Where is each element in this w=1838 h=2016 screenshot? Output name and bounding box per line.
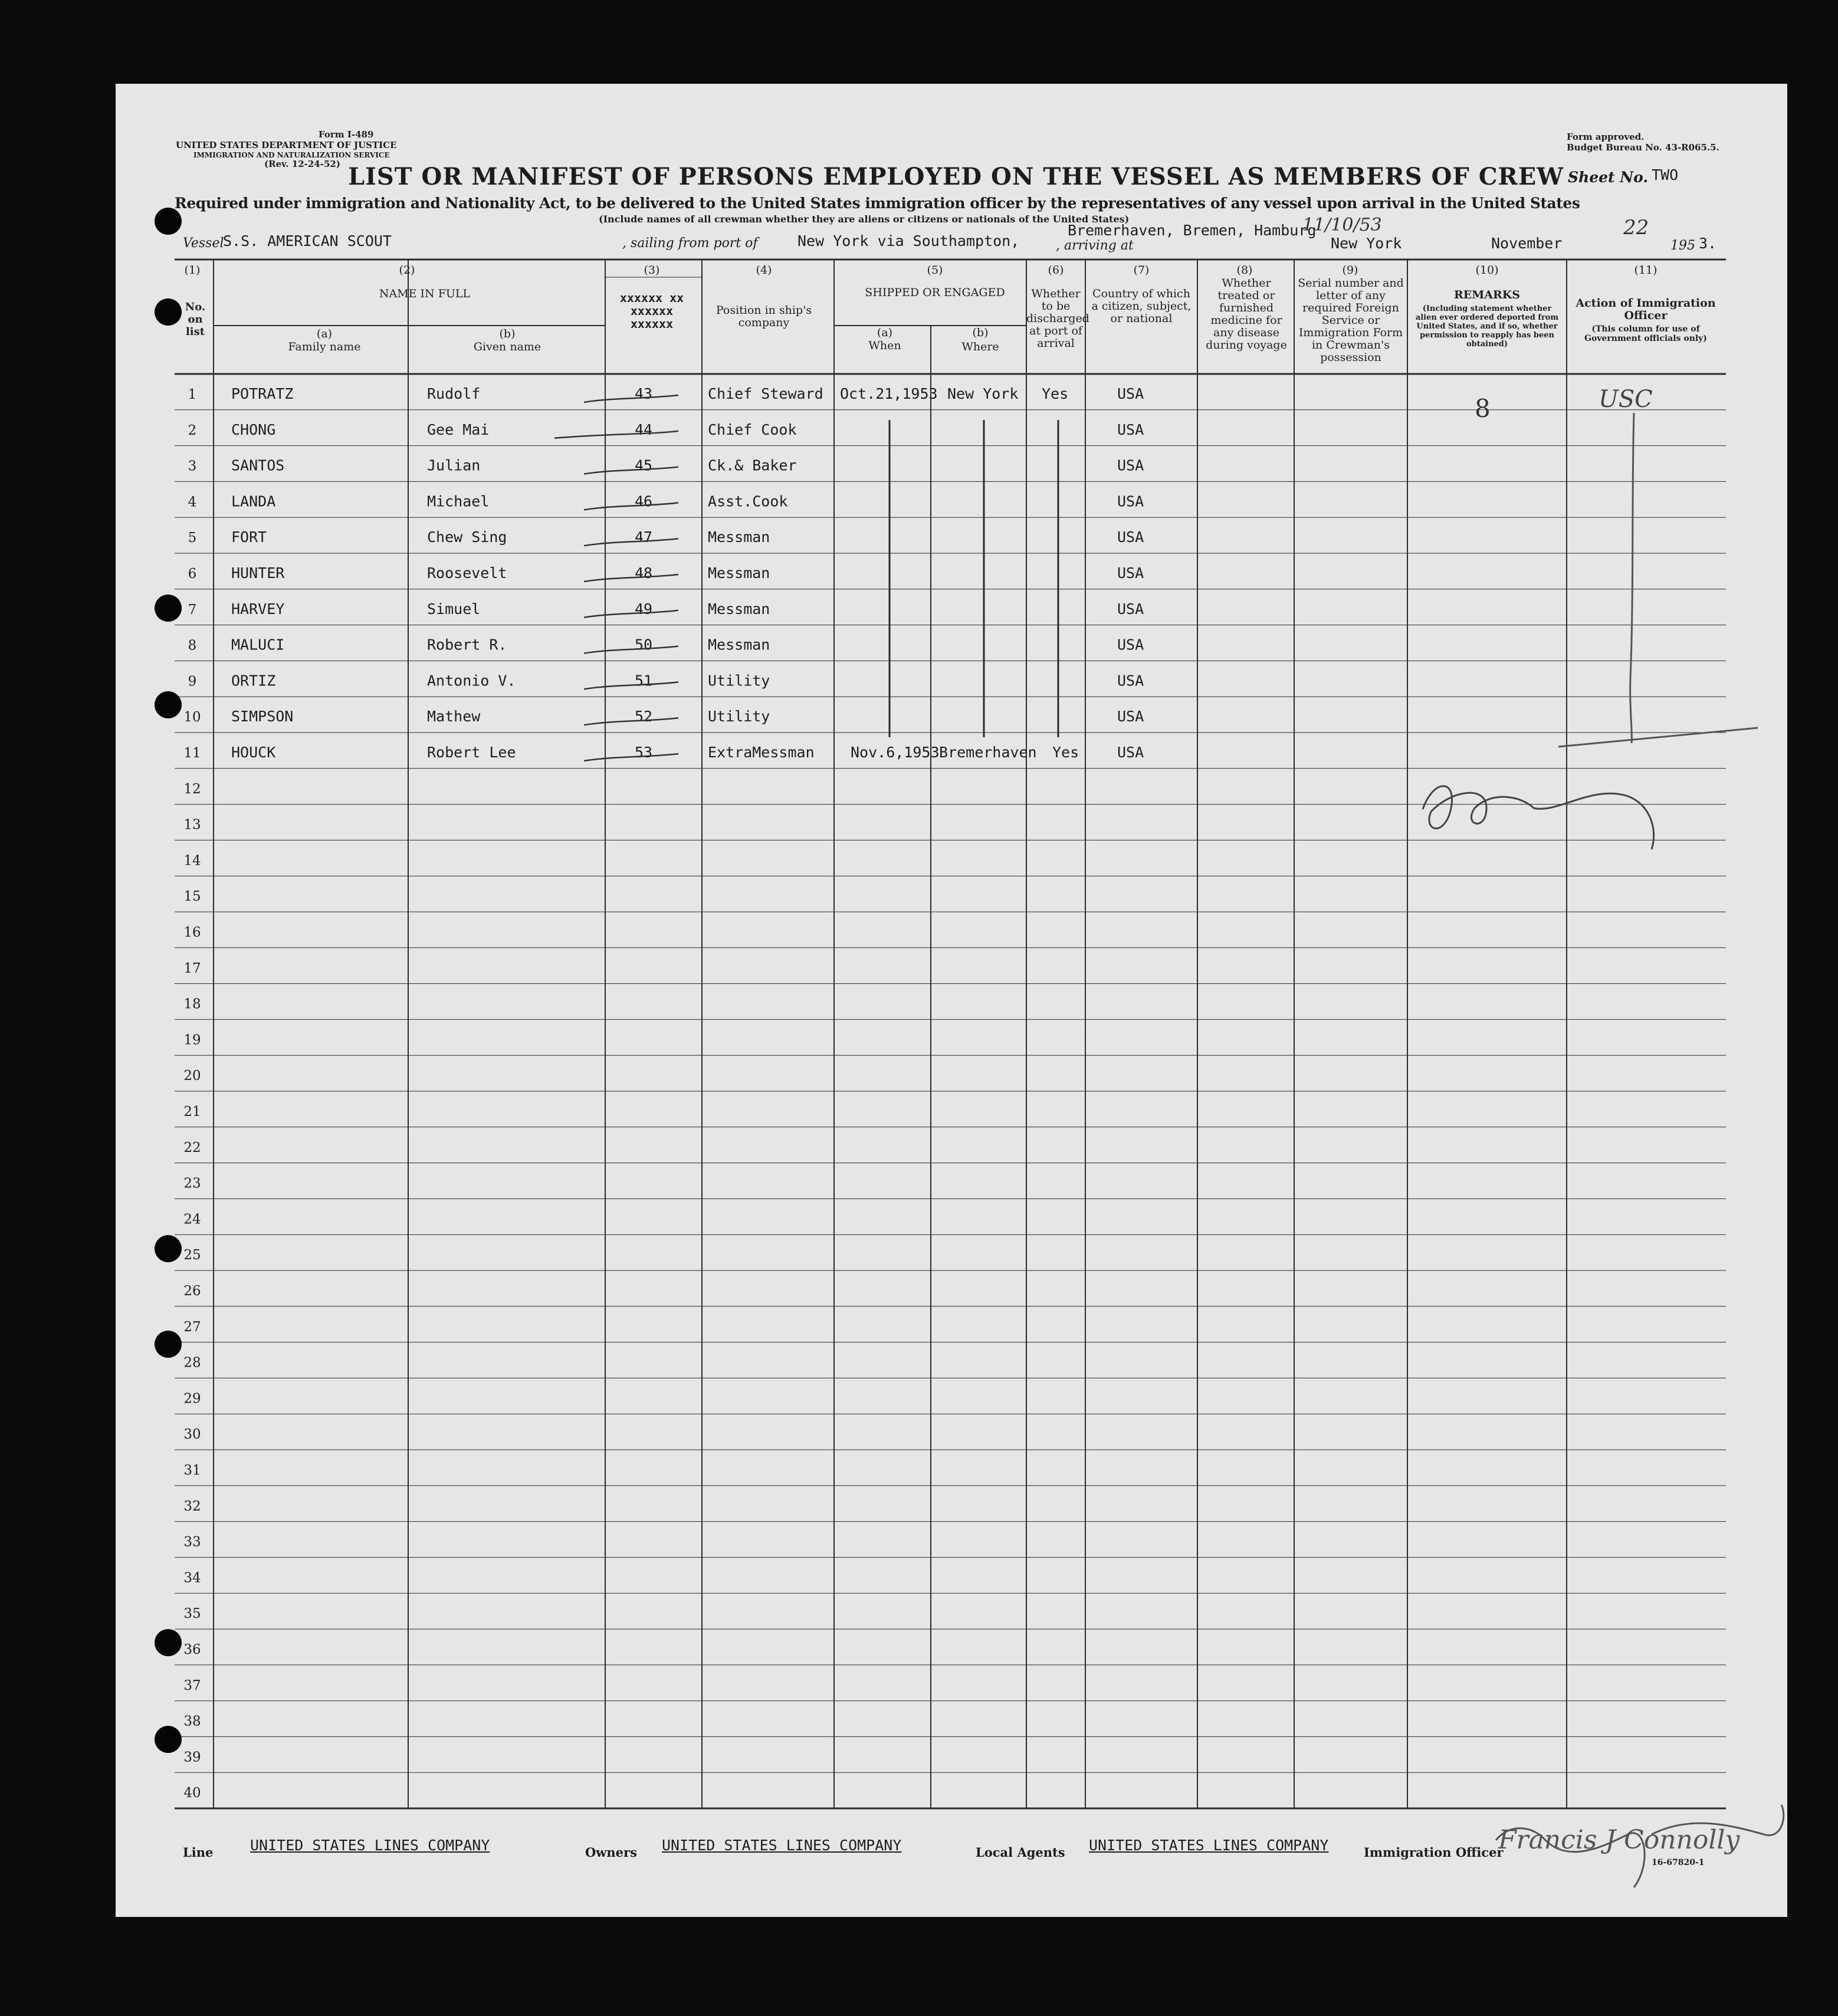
row-number: 12 bbox=[183, 781, 201, 797]
vessel-name: S.S. AMERICAN SCOUT bbox=[223, 232, 392, 249]
crew-country: USA bbox=[1117, 600, 1144, 618]
crew-family-name: LANDA bbox=[231, 492, 276, 510]
row-number: 3 bbox=[188, 458, 197, 474]
col9-header: Serial number and letter of any required Foreign Service or Immigration Form in Crewman's possession bbox=[1298, 277, 1404, 364]
row-number: 32 bbox=[183, 1498, 201, 1514]
punch-hole bbox=[155, 691, 182, 718]
officer-initials-signature bbox=[1423, 786, 1654, 849]
crew-family-name: HARVEY bbox=[231, 600, 285, 618]
crew-position: Chief Steward bbox=[708, 385, 823, 402]
col9-number: (9) bbox=[1342, 264, 1358, 277]
row-number: 23 bbox=[183, 1176, 201, 1191]
crew-discharged: Yes bbox=[1042, 385, 1069, 402]
col11-header: Action of Immigration Officer bbox=[1576, 297, 1716, 322]
crew-given-name: Rudolf bbox=[427, 385, 481, 402]
crew-col3-number: 51 bbox=[635, 672, 653, 689]
col3-number: (3) bbox=[644, 264, 660, 277]
crew-country: USA bbox=[1117, 708, 1144, 725]
crew-country: USA bbox=[1117, 492, 1144, 510]
punch-hole bbox=[155, 1235, 182, 1262]
owners-company: UNITED STATES LINES COMPANY bbox=[662, 1837, 902, 1854]
row-number: 19 bbox=[183, 1032, 201, 1048]
line-label: Line bbox=[183, 1845, 214, 1860]
sheet-value: TWO bbox=[1652, 166, 1679, 183]
crew-family-name: SANTOS bbox=[231, 457, 285, 474]
punch-hole bbox=[155, 1726, 182, 1753]
crew-family-name: ORTIZ bbox=[231, 672, 276, 689]
crew-country: USA bbox=[1117, 744, 1144, 761]
form-approved: Form approved. bbox=[1567, 132, 1645, 142]
col10-note: (Including statement whether alien ever ordered deported from United States, and if so, whether permission to reapply has been obtained) bbox=[1415, 304, 1559, 349]
form-number: Form I-489 bbox=[319, 129, 374, 140]
crew-engaged-where: Bremerhaven bbox=[939, 744, 1037, 761]
col11-number: (11) bbox=[1634, 264, 1658, 277]
col4-number: (4) bbox=[756, 264, 772, 277]
crew-country: USA bbox=[1117, 385, 1144, 402]
row-number: 16 bbox=[183, 925, 201, 940]
col2a-number: (a) bbox=[316, 327, 333, 340]
crew-given-name: Gee Mai bbox=[427, 421, 490, 438]
row-number: 11 bbox=[183, 746, 201, 761]
year-suffix: 3. bbox=[1699, 235, 1717, 252]
row-number: 7 bbox=[188, 602, 197, 618]
col4-header: Position in ship's company bbox=[715, 304, 812, 329]
arrival-day: 22 bbox=[1623, 216, 1649, 239]
crew-col3-number: 52 bbox=[635, 708, 653, 725]
vessel-label: Vessel bbox=[183, 236, 224, 251]
row-number: 15 bbox=[183, 889, 201, 905]
row-number: 17 bbox=[183, 960, 201, 976]
crew-col3-number: 45 bbox=[635, 457, 653, 474]
officer-signature: Francis J Connolly bbox=[1498, 1825, 1740, 1855]
subtitle: Required under immigration and Nationality Act, to be delivered to the United States immigration officer by the representatives of any vessel upon arrival in the United States bbox=[175, 195, 1580, 212]
crew-given-name: Chew Sing bbox=[427, 528, 507, 546]
crew-family-name: POTRATZ bbox=[231, 385, 294, 402]
via-ports: Bremerhaven, Bremen, Hamburg bbox=[1068, 222, 1317, 239]
crew-engaged-when: Oct.21,1953 bbox=[840, 385, 938, 402]
crew-position: Messman bbox=[708, 564, 770, 582]
punch-hole bbox=[155, 595, 182, 622]
crew-country: USA bbox=[1117, 636, 1144, 654]
row-number: 10 bbox=[183, 710, 201, 725]
row-number: 39 bbox=[183, 1749, 201, 1765]
col10-number: (10) bbox=[1475, 264, 1499, 277]
row-number: 4 bbox=[188, 494, 197, 510]
officer-label: Immigration Officer bbox=[1364, 1845, 1504, 1860]
col2b-number: (b) bbox=[499, 327, 516, 340]
row-number: 25 bbox=[183, 1247, 201, 1263]
row-number: 6 bbox=[188, 566, 197, 582]
col5-header: SHIPPED OR ENGAGED bbox=[865, 286, 1005, 299]
crew-discharged: Yes bbox=[1052, 744, 1079, 761]
crew-position: ExtraMessman bbox=[708, 744, 815, 761]
row-number: 20 bbox=[183, 1068, 201, 1084]
crew-country: USA bbox=[1117, 564, 1144, 582]
row-number: 30 bbox=[183, 1427, 201, 1443]
row-number: 36 bbox=[183, 1642, 201, 1657]
col8-header: Whether treated or furnished medicine for any disease during voyage bbox=[1206, 277, 1287, 352]
col7-number: (7) bbox=[1133, 264, 1150, 277]
col2-header: NAME IN FULL bbox=[379, 287, 471, 300]
punch-hole bbox=[155, 298, 182, 326]
remarks-row1-note: 8 bbox=[1475, 394, 1491, 423]
crew-country: USA bbox=[1117, 672, 1144, 689]
crew-col3-number: 44 bbox=[635, 421, 653, 438]
col10-header: REMARKS bbox=[1453, 288, 1521, 301]
row-number: 21 bbox=[183, 1104, 201, 1119]
crew-position: Ck.& Baker bbox=[708, 457, 797, 474]
col6-number: (6) bbox=[1048, 264, 1064, 277]
row-number: 5 bbox=[188, 530, 197, 546]
crew-engaged-when: Nov.6,1953 bbox=[851, 744, 940, 761]
crew-family-name: HUNTER bbox=[231, 564, 285, 582]
col2b-header: Given name bbox=[473, 340, 541, 353]
crew-given-name: Roosevelt bbox=[427, 564, 507, 582]
crew-col3-number: 43 bbox=[635, 385, 653, 402]
crew-note: (Include names of all crewman whether they are aliens or citizens or nationals of the United States) bbox=[599, 214, 1130, 225]
service: IMMIGRATION AND NATURALIZATION SERVICE bbox=[193, 151, 390, 159]
col3-header-struck: xxxxxx xx xxxxxx xxxxxx bbox=[619, 291, 684, 331]
col2-number: (2) bbox=[399, 264, 415, 277]
row-number: 18 bbox=[183, 996, 201, 1012]
row-number: 33 bbox=[183, 1534, 201, 1550]
crew-given-name: Robert R. bbox=[427, 636, 507, 654]
revision: (Rev. 12-24-52) bbox=[264, 159, 340, 169]
col1-number: (1) bbox=[184, 264, 201, 277]
crew-position: Utility bbox=[708, 708, 770, 725]
crew-position: Chief Cook bbox=[708, 421, 797, 438]
col7-header: Country of which a citizen, subject, or national bbox=[1091, 287, 1192, 325]
crew-position: Asst.Cook bbox=[708, 492, 788, 510]
crew-given-name: Julian bbox=[427, 457, 481, 474]
crew-position: Utility bbox=[708, 672, 770, 689]
row-number: 1 bbox=[188, 387, 197, 402]
arrival-port: New York bbox=[1331, 235, 1402, 252]
crew-position: Messman bbox=[708, 636, 770, 654]
row-number: 13 bbox=[183, 817, 201, 833]
crew-given-name: Antonio V. bbox=[427, 672, 516, 689]
department: UNITED STATES DEPARTMENT OF JUSTICE bbox=[176, 140, 397, 150]
col5a-number: (a) bbox=[877, 326, 893, 339]
crew-family-name: CHONG bbox=[231, 421, 276, 438]
crew-given-name: Mathew bbox=[427, 708, 481, 725]
crew-position: Messman bbox=[708, 528, 770, 546]
arrival-month: November bbox=[1491, 235, 1563, 252]
row-number: 29 bbox=[183, 1391, 201, 1407]
crew-col3-number: 46 bbox=[635, 492, 653, 510]
row-number: 24 bbox=[183, 1211, 201, 1227]
punch-hole bbox=[155, 208, 182, 235]
crew-col3-number: 53 bbox=[635, 744, 653, 761]
col5b-header: Where bbox=[961, 340, 999, 353]
col2a-header: Family name bbox=[288, 340, 361, 353]
crew-given-name: Michael bbox=[427, 492, 490, 510]
row-number: 8 bbox=[188, 638, 197, 654]
row-number: 28 bbox=[183, 1355, 201, 1371]
row-number: 27 bbox=[183, 1319, 201, 1335]
col11-note: (This column for use of Government officials only) bbox=[1584, 324, 1707, 343]
crew-country: USA bbox=[1117, 457, 1144, 474]
agents-label: Local Agents bbox=[976, 1845, 1065, 1860]
crew-position: Messman bbox=[708, 600, 770, 618]
agents-company: UNITED STATES LINES COMPANY bbox=[1089, 1837, 1329, 1854]
crew-engaged-where: New York bbox=[947, 385, 1019, 402]
crew-col3-number: 50 bbox=[635, 636, 653, 654]
crew-family-name: FORT bbox=[231, 528, 267, 546]
col5b-number: (b) bbox=[972, 326, 989, 339]
crew-col3-number: 47 bbox=[635, 528, 653, 546]
row-number: 2 bbox=[188, 422, 197, 438]
crew-country: USA bbox=[1117, 528, 1144, 546]
action-row1-note: USC bbox=[1599, 386, 1653, 413]
col1-header: No. on list bbox=[185, 301, 206, 338]
line-company: UNITED STATES LINES COMPANY bbox=[250, 1837, 490, 1854]
row-number: 22 bbox=[183, 1140, 201, 1155]
year-prefix: 195 bbox=[1670, 238, 1695, 253]
sailing-label: , sailing from port of bbox=[622, 236, 758, 251]
row-number: 31 bbox=[183, 1463, 201, 1478]
owners-label: Owners bbox=[585, 1845, 637, 1860]
row-number: 34 bbox=[183, 1570, 201, 1586]
print-code: 16-67820-1 bbox=[1652, 1858, 1705, 1867]
col8-number: (8) bbox=[1236, 264, 1253, 277]
crew-family-name: SIMPSON bbox=[231, 708, 294, 725]
row-number: 14 bbox=[183, 853, 201, 869]
crew-family-name: MALUCI bbox=[231, 636, 285, 654]
arriving-label: , arriving at bbox=[1056, 238, 1134, 253]
page-title: LIST OR MANIFEST OF PERSONS EMPLOYED ON THE VESSEL AS MEMBERS OF CREW bbox=[348, 163, 1564, 191]
crew-given-name: Robert Lee bbox=[427, 744, 516, 761]
row-number: 26 bbox=[183, 1283, 201, 1299]
row-number: 40 bbox=[183, 1785, 201, 1801]
from-port: New York via Southampton, bbox=[797, 232, 1020, 249]
row-number: 35 bbox=[183, 1606, 201, 1622]
handwritten-date-stamp: 11/10/53 bbox=[1302, 215, 1382, 235]
crew-col3-number: 49 bbox=[635, 600, 653, 618]
col5-number: (5) bbox=[927, 264, 943, 277]
crew-col3-number: 48 bbox=[635, 564, 653, 582]
col6-header: Whether to be discharged at port of arrival bbox=[1026, 287, 1089, 350]
budget-bureau: Budget Bureau No. 43-R065.5. bbox=[1567, 142, 1719, 153]
row-number: 37 bbox=[183, 1677, 201, 1693]
crew-family-name: HOUCK bbox=[231, 744, 276, 761]
sheet-label: Sheet No. bbox=[1568, 169, 1649, 186]
punch-hole bbox=[155, 1629, 182, 1656]
row-number: 9 bbox=[188, 674, 197, 689]
col5a-header: When bbox=[868, 339, 901, 352]
row-number: 38 bbox=[183, 1713, 201, 1729]
crew-country: USA bbox=[1117, 421, 1144, 438]
punch-hole bbox=[155, 1331, 182, 1358]
crew-given-name: Simuel bbox=[427, 600, 481, 618]
